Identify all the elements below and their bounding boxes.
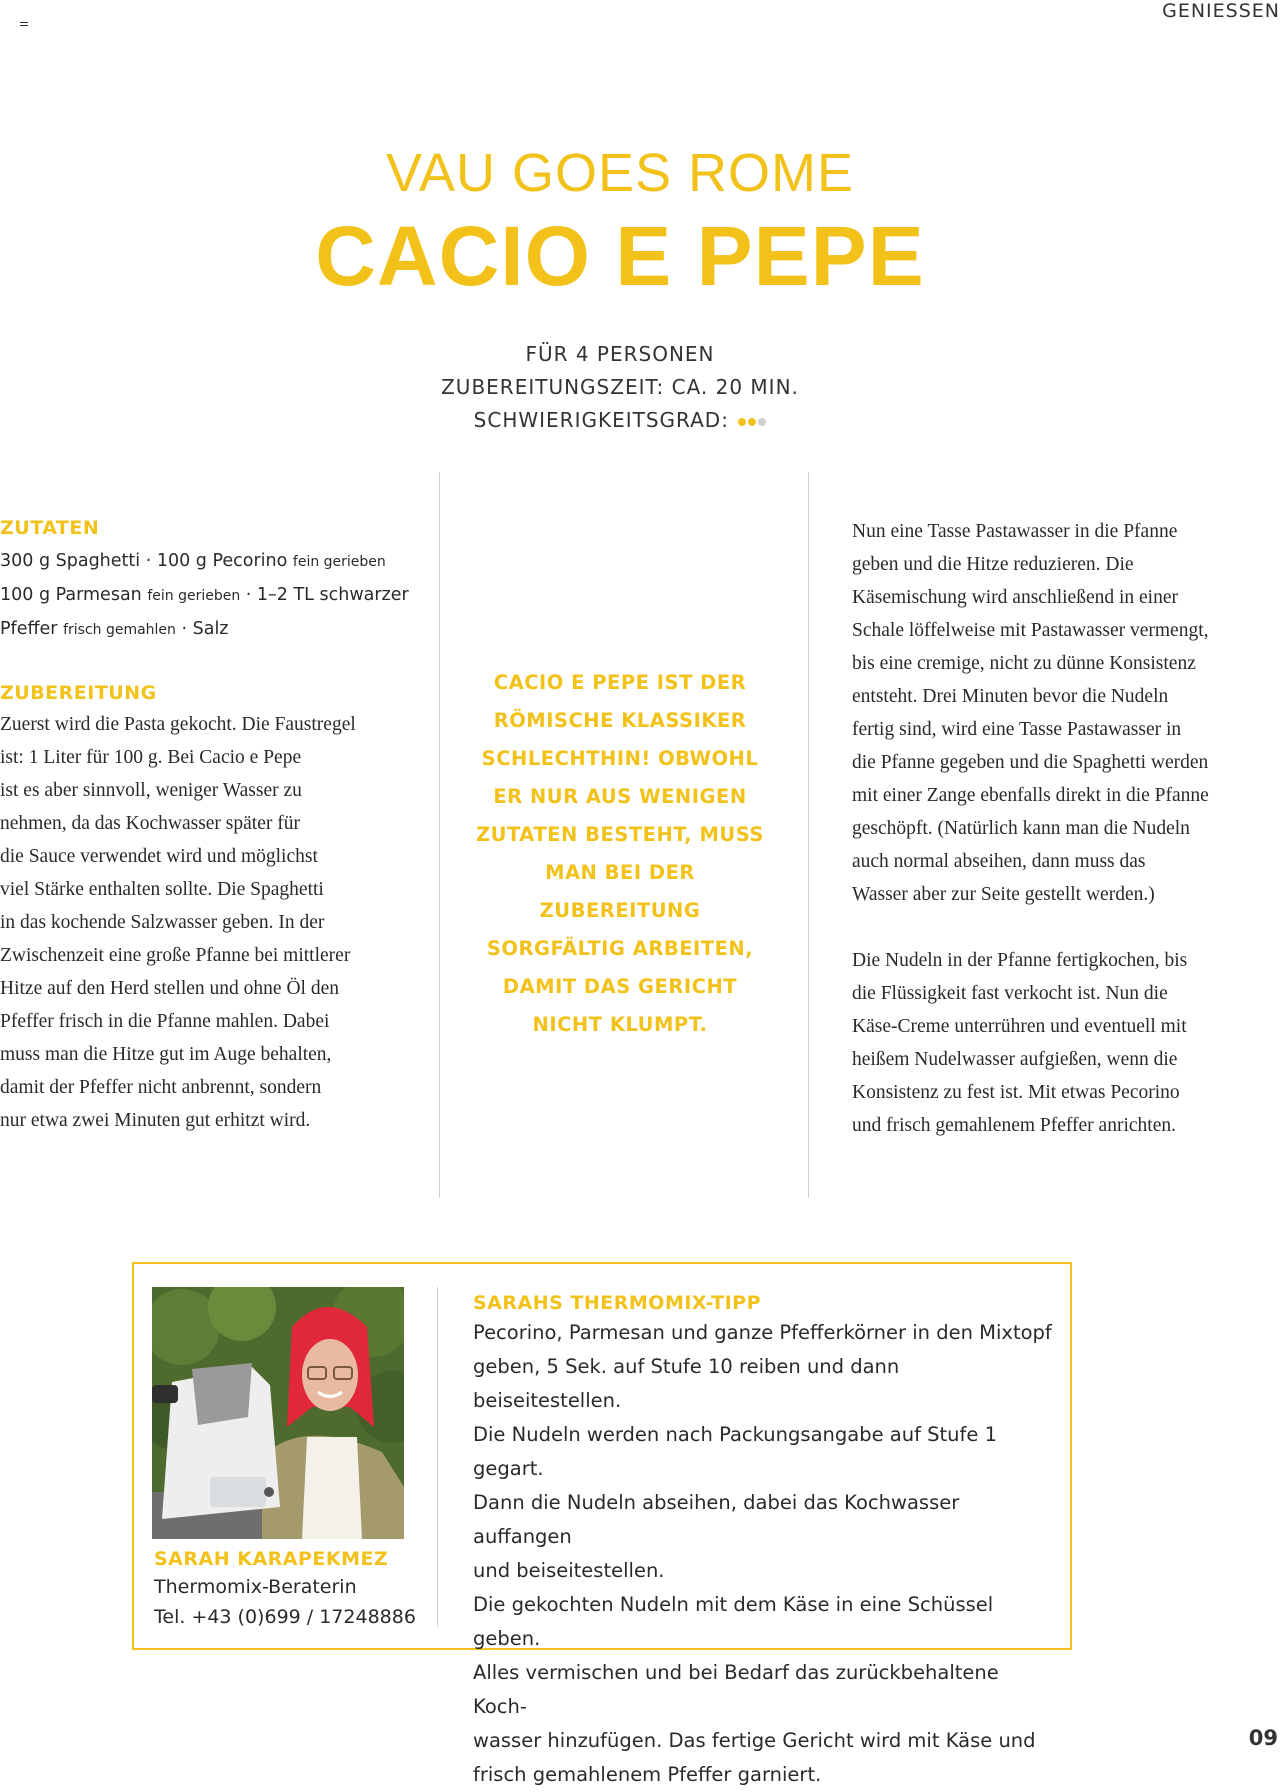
tip-line: geben, 5 Sek. auf Stufe 10 reiben und dann beiseitestellen. bbox=[473, 1355, 900, 1412]
text-line: Zwischenzeit eine große Pfanne bei mittlerer bbox=[0, 945, 351, 966]
tip-line: frisch gemahlenem Pfeffer garniert. bbox=[473, 1763, 822, 1786]
preparation-heading: ZUBEREITUNG bbox=[0, 682, 157, 704]
quote-line: ER NUR AUS WENIGEN bbox=[493, 785, 747, 808]
text-line: die Sauce verwendet wird und möglichst bbox=[0, 846, 318, 867]
preparation-section bbox=[0, 682, 430, 1137]
quote-line: DAMIT DAS GERICHT bbox=[502, 975, 738, 998]
prep-time: ZUBEREITUNGSZEIT: CA. 20 MIN. bbox=[441, 375, 799, 399]
column-divider-2 bbox=[808, 472, 809, 1198]
ingredients-section bbox=[0, 517, 430, 647]
difficulty-dot-filled bbox=[748, 418, 756, 426]
difficulty-dot-filled bbox=[738, 418, 746, 426]
text-line: Hitze auf den Herd stellen und ohne Öl den bbox=[0, 978, 339, 999]
advisor-photo-illustration bbox=[152, 1287, 404, 1539]
recipe-meta bbox=[0, 338, 1240, 437]
ingredients-line: 100 g Parmesan fein gerieben · 1–2 TL schwarzer bbox=[0, 585, 409, 605]
text-line: Käsemischung wird anschließend in einer bbox=[852, 587, 1178, 608]
text-line: Die Nudeln in der Pfanne fertigkochen, bis bbox=[852, 950, 1188, 971]
text-line: nehmen, da das Kochwasser später für bbox=[0, 813, 300, 834]
recipe-title: CACIO E PEPE bbox=[315, 209, 925, 303]
quote-line: NICHT KLUMPT. bbox=[532, 1013, 708, 1036]
advisor-role: Thermomix-Beraterin bbox=[154, 1576, 357, 1598]
text-line: muss man die Hitze gut im Auge behalten, bbox=[0, 1044, 332, 1065]
quote-line: RÖMISCHE KLASSIKER bbox=[493, 709, 747, 732]
text-line: mit einer Zange ebenfalls direkt in die Pfanne bbox=[852, 785, 1209, 806]
tip-line: Dann die Nudeln abseihen, dabei das Kochwasser auffangen bbox=[473, 1491, 960, 1548]
paragraph bbox=[852, 515, 1277, 911]
text-line: die Pfanne gegeben und die Spaghetti werden bbox=[852, 752, 1209, 773]
continuation-text bbox=[852, 515, 1277, 1142]
pull-quote bbox=[470, 664, 770, 1044]
text-line: entsteht. Drei Minuten bevor die Nudeln bbox=[852, 686, 1169, 707]
text-line: die Flüssigkeit fast verkocht ist. Nun die bbox=[852, 983, 1168, 1004]
servings: FÜR 4 PERSONEN bbox=[525, 342, 715, 366]
tip-line: wasser hinzufügen. Das fertige Gericht wird mit Käse und bbox=[473, 1729, 1036, 1752]
quote-line: CACIO E PEPE IST DER bbox=[493, 671, 747, 694]
difficulty-label: SCHWIERIGKEITSGRAD: bbox=[473, 408, 729, 432]
text-line: Konsistenz zu fest ist. Mit etwas Pecorino bbox=[852, 1082, 1180, 1103]
tip-content bbox=[473, 1292, 1053, 1792]
advisor-name: SARAH KARAPEKMEZ bbox=[154, 1548, 389, 1570]
text-line: und frisch gemahlenem Pfeffer anrichten. bbox=[852, 1115, 1176, 1136]
ingredients-heading: ZUTATEN bbox=[0, 517, 100, 539]
recipe-kicker: VAU GOES ROME bbox=[385, 143, 855, 203]
tip-line: Pecorino, Parmesan und ganze Pfefferkörner in den Mixtopf bbox=[473, 1321, 1052, 1344]
text-line: nur etwa zwei Minuten gut erhitzt wird. bbox=[0, 1110, 311, 1131]
text-line: damit der Pfeffer nicht anbrennt, sondern bbox=[0, 1077, 322, 1098]
tip-line: Die gekochten Nudeln mit dem Käse in eine Schüssel geben. bbox=[473, 1593, 994, 1650]
advisor-phone: Tel. +43 (0)699 / 17248886 bbox=[154, 1606, 416, 1628]
text-line: in das kochende Salzwasser geben. In der bbox=[0, 912, 325, 933]
text-line: ist es aber sinnvoll, weniger Wasser zu bbox=[0, 780, 302, 801]
text-line: ist: 1 Liter für 100 g. Bei Cacio e Pepe bbox=[0, 747, 302, 768]
tip-divider bbox=[437, 1287, 438, 1627]
tip-line: Die Nudeln werden nach Packungsangabe auf Stufe 1 gegart. bbox=[473, 1423, 997, 1480]
ingredients-line: 300 g Spaghetti · 100 g Pecorino fein gerieben bbox=[0, 551, 386, 571]
text-line: geschöpft. (Natürlich kann man die Nudeln bbox=[852, 818, 1190, 839]
tip-line: und beiseitestellen. bbox=[473, 1559, 665, 1582]
text-line: Schale löffelweise mit Pastawasser vermengt, bbox=[852, 620, 1209, 641]
difficulty-dot-empty bbox=[758, 418, 766, 426]
difficulty-dots bbox=[736, 408, 766, 432]
page-number: 09 bbox=[1248, 1726, 1278, 1750]
quote-line: ZUTATEN BESTEHT, MUSS bbox=[476, 823, 764, 846]
text-line: bis eine cremige, nicht zu dünne Konsistenz bbox=[852, 653, 1196, 674]
text-line: viel Stärke enthalten sollte. Die Spaghetti bbox=[0, 879, 324, 900]
advisor-details bbox=[154, 1572, 416, 1632]
column-divider-1 bbox=[439, 472, 440, 1198]
advisor-photo bbox=[152, 1287, 404, 1539]
text-line: Pfeffer frisch in die Pfanne mahlen. Dabei bbox=[0, 1011, 330, 1032]
menu-icon[interactable] bbox=[20, 22, 28, 28]
section-label: GENIESSEN bbox=[1162, 0, 1280, 22]
text-line: heißem Nudelwasser aufgießen, wenn die bbox=[852, 1049, 1178, 1070]
difficulty bbox=[0, 404, 1240, 437]
text-line: Wasser aber zur Seite gestellt werden.) bbox=[852, 884, 1155, 905]
text-line: Käse-Creme unterrühren und eventuell mit bbox=[852, 1016, 1187, 1037]
text-line: fertig sind, wird eine Tasse Pastawasser in bbox=[852, 719, 1182, 740]
ingredients-line: Pfeffer frisch gemahlen · Salz bbox=[0, 619, 229, 639]
tip-heading: SARAHS THERMOMIX-TIPP bbox=[473, 1292, 762, 1314]
quote-line: SCHLECHTHIN! OBWOHL bbox=[481, 747, 759, 770]
text-line: auch normal abseihen, dann muss das bbox=[852, 851, 1146, 872]
quote-line: MAN BEI DER ZUBEREITUNG bbox=[539, 861, 701, 922]
quote-line: SORGFÄLTIG ARBEITEN, bbox=[486, 937, 754, 960]
text-line: Nun eine Tasse Pastawasser in die Pfanne bbox=[852, 521, 1178, 542]
text-line: Zuerst wird die Pasta gekocht. Die Faustregel bbox=[0, 714, 356, 735]
paragraph bbox=[852, 944, 1277, 1142]
tip-line: Alles vermischen und bei Bedarf das zurückbehaltene Koch- bbox=[473, 1661, 999, 1718]
text-line: geben und die Hitze reduzieren. Die bbox=[852, 554, 1134, 575]
